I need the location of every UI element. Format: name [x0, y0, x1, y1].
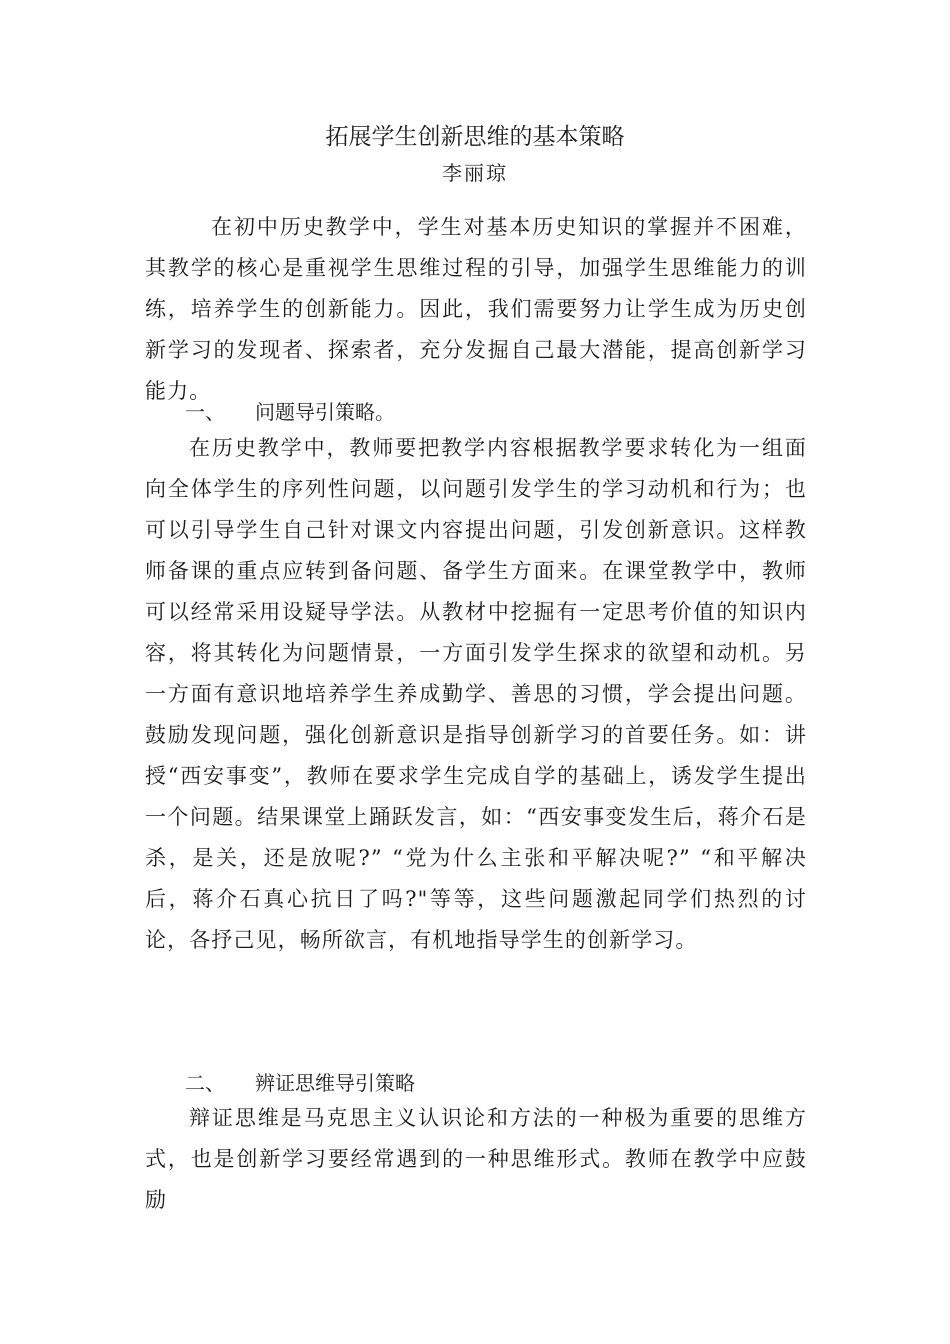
section-2-title: 辨证思维导引策略: [255, 1071, 415, 1095]
section-2-body: [145, 1098, 807, 1221]
section-1-paragraph: 在历史教学中，教师要把教学内容根据教学要求转化为一组面向全体学生的序列性问题，以问题引发学生的学习动机和行为；也可以引导学生自己针对课文内容提出问题，引发创新意识。这样教师备课的重点应转到备问题、备学生方面来。在课堂教学中，教师可以经常采用设疑导学法。从教材中挖掘有一定思考价值的知识内容，将其转化为问题情景，一方面引发学生探求的欲望和动机。另一方面有意识地培养学生养成勤学、善思的习惯，学会提出问题。鼓励发现问题，强化创新意识是指导创新学习的首要任务。如：讲授“西安事变”，教师在要求学生完成自学的基础上，诱发学生提出一个问题。结果课堂上踊跃发言，如：“西安事变发生后，蒋介石是杀，是关，还是放呢?” “党为什么主张和平解决呢?” “和平解决后，蒋介石真心抗日了吗?"等等，这些问题激起同学们热烈的讨论，各抒己见，畅所欲言，有机地指导学生的创新学习。: [145, 436, 807, 952]
section-1-body: [145, 428, 807, 961]
intro-paragraph: 在初中历史教学中，学生对基本历史知识的掌握并不困难，其教学的核心是重视学生思维过程的引导，加强学生思维能力的训练，培养学生的创新能力。因此，我们需要努力让学生成为历史创新学习的发现者、探索者，充分发掘自己最大潜能，提高创新学习能力。: [145, 215, 807, 403]
intro-paragraph-block: [145, 207, 807, 412]
document-author: 李丽琼: [442, 161, 508, 185]
section-1-title: 问题导引策略。: [255, 400, 395, 424]
section-2-heading: [185, 1067, 415, 1099]
section-1-number: 一、: [185, 400, 225, 424]
section-2-number: 二、: [185, 1071, 225, 1095]
section-1-heading: [185, 396, 395, 428]
section-2-paragraph: 辩证思维是马克思主义认识论和方法的一种极为重要的思维方式，也是创新学习要经常遇到的一种思维形式。教师在教学中应鼓励: [145, 1106, 807, 1212]
document-title: 拓展学生创新思维的基本策略: [325, 124, 625, 150]
